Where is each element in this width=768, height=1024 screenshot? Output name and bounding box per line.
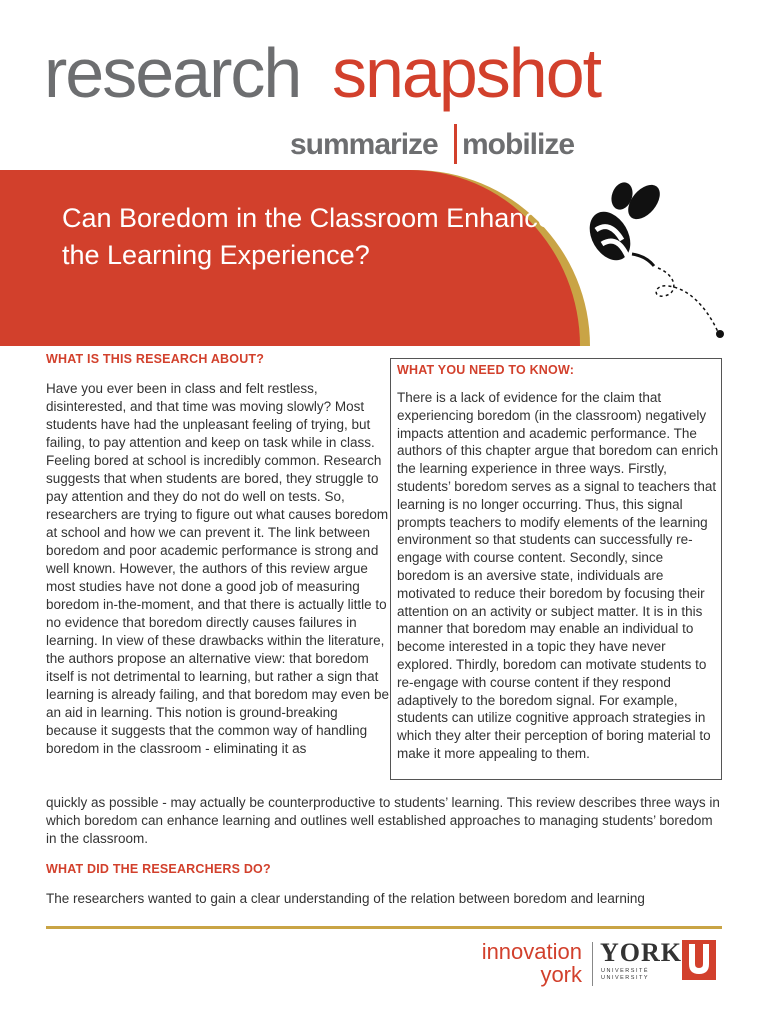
masthead-snapshot: snapshot: [332, 34, 601, 112]
footer-rule: [46, 926, 722, 929]
masthead-summarize: summarize: [290, 128, 438, 161]
section-researchers-body: The researchers wanted to gain a clear understanding of the relation between boredom and learning: [46, 891, 645, 906]
section-about-body: Have you ever been in class and felt restless, disinterested, and that time was moving slowly? Most students have had the unpleasant feeling of trying, but failing, to pay attention and keep on task while in class. Feeling bored at school is incredibly common. Research suggests that when students are bored, they struggle to pay attention and they do not do well on tests. So, researchers are trying to figure out what causes boredom at school and how we can prevent it. The link between boredom and poor academic performance is strong and well known. However, the authors of this review argue most studies have not done a good job of measuring boredom in-the-moment, and that there is actually little to no evidence that boredom directly causes failures in learning. In view of these drawbacks within the literature, the authors propose an alternative view: that boredom itself is not detrimental to learning, but rather a sign that learning is already failing, and that boredom may even be an aid in learning. This notion is ground-breaking because it suggests that the common way of handling boredom in the classroom - eliminating it as: [46, 381, 389, 756]
york-u-logo-icon: [682, 940, 716, 980]
masthead: [44, 34, 644, 168]
masthead-research: research: [44, 34, 301, 112]
page-title: Can Boredom in the Classroom Enhance the Learning Experience?: [62, 203, 553, 270]
need-to-know-heading: WHAT YOU NEED TO KNOW:: [397, 363, 575, 377]
innovation-york-logo: [478, 940, 582, 986]
york-university-subtitle: [601, 968, 681, 982]
masthead-mobilize: mobilize: [462, 128, 575, 161]
section-about-heading: WHAT IS THIS RESEARCH ABOUT?: [46, 352, 265, 366]
need-to-know-box: [390, 358, 722, 780]
york-sub-fr: UNIVERSITÉ: [601, 968, 650, 974]
section-about-body-continued: quickly as possible - may actually be counterproductive to students’ learning. This review describes three ways in which boredom can enhance learning and outlines well established approaches to managing students’ boredom in the classroom.: [46, 795, 720, 846]
york-university-wordmark: YORK: [600, 938, 682, 967]
bee-icon: [588, 176, 728, 346]
section-researchers-heading: WHAT DID THE RESEARCHERS DO?: [46, 862, 271, 876]
york-lower-word: york: [540, 962, 582, 987]
innovation-word: innovation: [481, 939, 582, 964]
section-about: [46, 352, 388, 366]
need-to-know-body: There is a lack of evidence for the claim that experiencing boredom (in the classroom) negatively impacts attention and academic performance. The authors of this chapter argue that boredom can enrich the learning experience in three ways. Firstly, students’ boredom serves as a signal to teachers that learning is no longer occurring. Thus, this signal prompts teachers to modify elements of the learning environment so that students can successfully re-engage with course content. Secondly, since boredom is an aversive state, individuals are motivated to reduce their boredom by focusing their attention on an activity or subject matter. It is in this manner that boredom may enable an individual to become interested in a topic they have never explored. Thirdly, boredom can motivate students to re-engage with course content if they respond adaptively to the boredom signal. For example, students can utilize cognitive approach strategies in which they alter their perception of boring material to make it more appealing to them.: [397, 390, 719, 761]
footer-logo-divider: [592, 942, 593, 986]
masthead-divider: [454, 124, 457, 164]
york-sub-en: UNIVERSITY: [601, 975, 650, 981]
